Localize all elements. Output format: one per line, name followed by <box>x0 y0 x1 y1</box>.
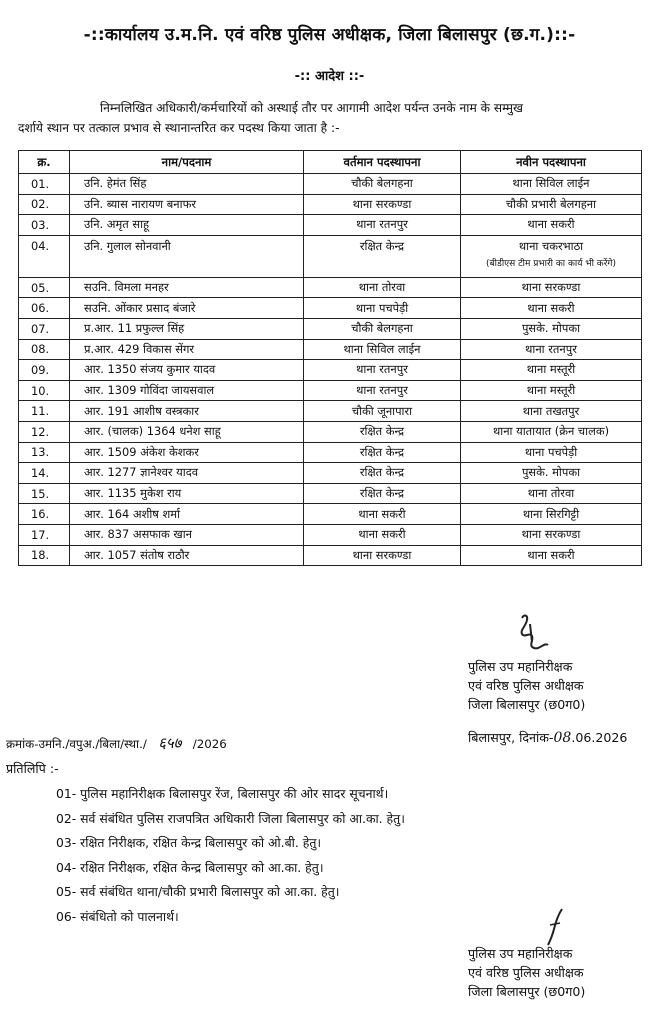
serial-cell-text: 02. <box>31 197 50 212</box>
table-row <box>19 463 642 484</box>
table-row <box>19 504 642 525</box>
intro-line-2: दर्शाये स्थान पर तत्काल प्रभाव से स्थानान्तरित कर पदस्थ किया जाता है :- <box>18 121 340 135</box>
name-cell-text: उनि. अमृत साहू <box>84 217 150 232</box>
current-posting-cell <box>304 194 461 215</box>
new-posting-cell-text: पुसके. मोपका <box>521 321 581 336</box>
current-posting-cell-text: थाना पचपेड़ी <box>355 300 409 315</box>
current-posting-cell-text: थाना रतनपुर <box>356 383 408 398</box>
reference-suffix: /2026 <box>192 737 227 751</box>
table-row <box>19 380 642 401</box>
name-cell-text: आर. 1350 संजय कुमार यादव <box>84 362 216 377</box>
signature-mark <box>510 612 555 654</box>
serial-cell-text: 01. <box>31 176 50 191</box>
table-row <box>19 174 642 195</box>
current-posting-cell-text: थाना सरकण्डा <box>352 196 412 211</box>
name-cell-text: आर. 164 अशीष शर्मा <box>84 506 181 521</box>
table-row <box>19 318 642 339</box>
name-cell <box>70 380 304 401</box>
new-posting-cell-text: थाना पचपेड़ी <box>524 444 578 459</box>
new-posting-cell <box>461 380 642 401</box>
new-posting-cell-text: थाना सकरी <box>527 547 575 562</box>
new-posting-cell-text: थाना चकरभाठा <box>518 238 584 253</box>
name-cell-text: आर. 1277 ज्ञानेश्वर यादव <box>84 465 199 480</box>
table-row <box>19 215 642 236</box>
name-cell-text: आर. (चालक) 1364 धनेश साहू <box>84 424 221 439</box>
copy-to-item: 06- संबंधितो को पालनार्थ। <box>56 908 179 924</box>
signatory-designation <box>468 657 585 714</box>
serial-cell-text: 16. <box>31 507 50 522</box>
serial-cell <box>19 524 70 545</box>
name-cell-text: आर. 837 असफाक खान <box>84 527 192 542</box>
serial-cell <box>19 360 70 381</box>
name-cell <box>70 318 304 339</box>
name-cell-text: उनि. ब्यास नारायण बनाफर <box>84 196 197 211</box>
new-posting-cell <box>461 360 642 381</box>
reference-number <box>6 733 227 753</box>
current-posting-cell-text: थाना रतनपुर <box>356 362 408 377</box>
name-cell-text: प्र.आर. 429 विकास सेंगर <box>84 341 195 356</box>
name-cell <box>70 215 304 236</box>
new-posting-cell <box>461 339 642 360</box>
table-row <box>19 524 642 545</box>
new-posting-cell <box>461 463 642 484</box>
table-row <box>19 401 642 422</box>
name-cell <box>70 174 304 195</box>
copy-to-list <box>56 782 405 929</box>
table-row <box>19 483 642 504</box>
current-posting-cell-text: रक्षित केन्द्र <box>359 424 405 439</box>
new-posting-cell <box>461 524 642 545</box>
serial-cell-text: 09. <box>31 362 50 377</box>
current-posting-cell-text: रक्षित केन्द्र <box>359 444 405 459</box>
serial-cell <box>19 504 70 525</box>
name-cell <box>70 483 304 504</box>
new-posting-cell <box>461 442 642 463</box>
current-posting-cell-text: रक्षित केन्द्र <box>359 486 405 501</box>
serial-cell-text: 15. <box>31 486 50 501</box>
new-posting-cell-text: थाना सकरी <box>527 217 575 232</box>
reference-handwritten-number: ६५७ <box>158 734 182 752</box>
table-row <box>19 277 642 298</box>
name-cell <box>70 339 304 360</box>
table-row <box>19 360 642 381</box>
serial-cell <box>19 463 70 484</box>
serial-cell <box>19 277 70 298</box>
name-cell-text: सउनि. विमला मनहर <box>84 280 169 295</box>
order-label: -:: आदेश ::- <box>294 69 365 84</box>
new-posting-cell <box>461 401 642 422</box>
current-posting-cell-text: रक्षित केन्द्र <box>359 238 405 253</box>
serial-cell <box>19 194 70 215</box>
current-posting-cell <box>304 483 461 504</box>
table-row <box>19 421 642 442</box>
table-row <box>19 442 642 463</box>
current-posting-cell <box>304 545 461 566</box>
current-posting-cell <box>304 215 461 236</box>
current-posting-cell <box>304 380 461 401</box>
current-posting-cell <box>304 504 461 525</box>
current-posting-cell <box>304 174 461 195</box>
name-cell <box>70 277 304 298</box>
new-posting-cell <box>461 545 642 566</box>
serial-cell-text: 05. <box>31 280 50 295</box>
current-posting-cell-text: थाना तोरवा <box>358 280 406 295</box>
name-cell-text: आर. 1309 गोविंदा जायसवाल <box>84 383 215 398</box>
signature-mark-2 <box>540 905 570 947</box>
new-posting-cell <box>461 235 642 277</box>
name-cell <box>70 504 304 525</box>
serial-cell <box>19 380 70 401</box>
new-posting-cell-text: चौकी प्रभारी बेलगहना <box>505 196 597 211</box>
office-title: -::कार्यालय उ.म.नि. एवं वरिष्ठ पुलिस अधीक्षक, जिला बिलासपुर (छ.ग.)::- <box>83 25 576 45</box>
current-posting-cell-text: थाना रतनपुर <box>356 217 408 232</box>
serial-cell <box>19 401 70 422</box>
col-header-name: नाम/पदनाम <box>70 151 304 174</box>
table-row <box>19 194 642 215</box>
new-posting-cell-text: थाना मस्तूरी <box>526 362 576 377</box>
col-header-current-posting: वर्तमान पदस्थापना <box>304 151 461 174</box>
serial-cell <box>19 339 70 360</box>
new-posting-cell <box>461 298 642 319</box>
name-cell-text: उनि. हेमंत सिंह <box>84 176 147 191</box>
col-header-serial: क्र. <box>19 151 70 174</box>
current-posting-cell-text: थाना सकरी <box>358 527 406 542</box>
intro-line-1: निम्नलिखित अधिकारी/कर्मचारियों को अस्थाई तौर पर आगामी आदेश पर्यन्त उनके नाम के सम्मुख <box>100 101 523 115</box>
name-cell-text: सउनि. ओंकार प्रसाद बंजारे <box>84 300 196 315</box>
copy-to-item: 02- सर्व संबंधित पुलिस राजपत्रित अधिकारी जिला बिलासपुर को आ.का. हेतु। <box>56 810 405 826</box>
new-posting-cell-text: थाना यातायात (क्रेन चालक) <box>492 424 610 439</box>
name-cell-text: आर. 191 आशीष वस्त्रकार <box>84 403 199 418</box>
serial-cell-text: 08. <box>31 342 50 357</box>
name-cell <box>70 545 304 566</box>
date-rest: .06.2026 <box>571 730 628 745</box>
serial-cell-text: 17. <box>31 527 50 542</box>
signatory-line-2: एवं वरिष्ठ पुलिस अधीक्षक <box>468 678 584 693</box>
copy-to-item: 01- पुलिस महानिरीक्षक बिलासपुर रेंज, बिलासपुर की ओर सादर सूचनार्थ। <box>56 786 389 801</box>
serial-cell-text: 03. <box>31 217 50 232</box>
serial-cell <box>19 174 70 195</box>
name-cell-text: उनि. गुलाल सोनवानी <box>84 238 171 253</box>
new-posting-cell <box>461 318 642 339</box>
serial-cell-text: 14. <box>31 465 50 480</box>
table-row <box>19 545 642 566</box>
new-posting-cell-text: थाना रतनपुर <box>525 341 577 356</box>
current-posting-cell <box>304 298 461 319</box>
serial-cell <box>19 545 70 566</box>
serial-cell-text: 13. <box>31 445 50 460</box>
name-cell <box>70 194 304 215</box>
current-posting-cell <box>304 360 461 381</box>
new-posting-cell <box>461 504 642 525</box>
new-posting-cell-text: थाना तखतपुर <box>522 403 580 418</box>
serial-cell-text: 10. <box>31 383 50 398</box>
serial-cell-text: 04. <box>31 238 50 253</box>
name-cell-text: आर. 1057 संतोष राठौर <box>84 547 190 562</box>
new-posting-cell-text: थाना सरकण्डा <box>521 280 581 295</box>
table-row <box>19 339 642 360</box>
posting-note: (बीडीएस टीम प्रभारी का कार्य भी करेंगे) <box>486 258 616 269</box>
serial-cell <box>19 215 70 236</box>
transfer-table <box>18 150 642 566</box>
current-posting-cell <box>304 339 461 360</box>
copy-to-item: 05- सर्व संबंधित थाना/चौकी प्रभारी बिलासपुर को आ.का. हेतु। <box>56 884 340 899</box>
current-posting-cell-text: चौकी जूनापारा <box>351 403 413 418</box>
copy-to-item: 03- रक्षित निरीक्षक, रक्षित केन्द्र बिलासपुर को ओ.बी. हेतु। <box>56 835 322 850</box>
current-posting-cell <box>304 318 461 339</box>
new-posting-cell-text: थाना सरकण्डा <box>521 527 581 542</box>
order-intro <box>18 98 646 138</box>
serial-cell-text: 18. <box>31 548 50 563</box>
copy-to-item: 04- रक्षित निरीक्षक, रक्षित केन्द्र बिलासपुर को आ.का. हेतु। <box>56 859 324 875</box>
signatory2-line-1: पुलिस उप महानिरीक्षक <box>468 946 573 961</box>
serial-cell <box>19 421 70 442</box>
name-cell <box>70 401 304 422</box>
current-posting-cell <box>304 277 461 298</box>
current-posting-cell <box>304 421 461 442</box>
name-cell <box>70 235 304 277</box>
new-posting-cell-text: थाना सिरगिट्टी <box>522 506 580 521</box>
serial-cell <box>19 298 70 319</box>
serial-cell-text: 07. <box>31 321 50 336</box>
new-posting-cell-text: थाना सिविल लाईन <box>512 176 590 191</box>
name-cell-text: आर. 1135 मुकेश राय <box>84 486 182 501</box>
name-cell <box>70 524 304 545</box>
name-cell <box>70 442 304 463</box>
new-posting-cell-text: थाना सकरी <box>527 300 575 315</box>
serial-cell <box>19 483 70 504</box>
current-posting-cell <box>304 463 461 484</box>
table-row <box>19 298 642 319</box>
order-date <box>468 729 627 746</box>
new-posting-cell <box>461 174 642 195</box>
current-posting-cell <box>304 524 461 545</box>
new-posting-cell <box>461 194 642 215</box>
serial-cell <box>19 318 70 339</box>
name-cell <box>70 360 304 381</box>
signatory2-line-2: एवं वरिष्ठ पुलिस अधीक्षक <box>468 965 584 980</box>
current-posting-cell-text: थाना सरकण्डा <box>352 547 412 562</box>
current-posting-cell <box>304 401 461 422</box>
signatory2-line-3: जिला बिलासपुर (छ0ग0) <box>468 984 586 999</box>
table-header-row <box>19 151 642 174</box>
current-posting-cell-text: थाना सकरी <box>358 506 406 521</box>
name-cell-text: प्र.आर. 11 प्रफुल्ल सिंह <box>84 321 185 336</box>
signatory-designation-2 <box>468 944 585 1001</box>
current-posting-cell-text: रक्षित केन्द्र <box>359 465 405 480</box>
current-posting-cell-text: चौकी बेलगहना <box>351 321 413 336</box>
new-posting-cell-text: पुसके. मोपका <box>521 465 581 480</box>
signatory-line-1: पुलिस उप महानिरीक्षक <box>468 659 573 674</box>
name-cell <box>70 298 304 319</box>
new-posting-cell <box>461 483 642 504</box>
serial-cell <box>19 442 70 463</box>
serial-cell-text: 11. <box>31 404 50 419</box>
copy-to-label: प्रतिलिपि :- <box>6 761 59 776</box>
new-posting-cell <box>461 215 642 236</box>
reference-prefix: क्रमांक-उमनि./वपुअ./बिला/स्था./ <box>6 737 147 751</box>
new-posting-cell-text: थाना तोरवा <box>527 486 575 501</box>
name-cell <box>70 421 304 442</box>
serial-cell-text: 12. <box>31 424 50 439</box>
name-cell-text: आर. 1509 अंकेश केशकर <box>84 444 199 459</box>
serial-cell <box>19 235 70 277</box>
new-posting-cell <box>461 421 642 442</box>
current-posting-cell-text: चौकी बेलगहना <box>351 176 413 191</box>
current-posting-cell <box>304 442 461 463</box>
date-prefix: बिलासपुर, दिनांक- <box>468 730 554 745</box>
new-posting-cell <box>461 277 642 298</box>
signatory-line-3: जिला बिलासपुर (छ0ग0) <box>468 697 586 712</box>
date-day-handwritten: 08 <box>553 730 572 746</box>
table-row <box>19 235 642 277</box>
new-posting-cell-text: थाना मस्तूरी <box>526 383 576 398</box>
current-posting-cell <box>304 235 461 277</box>
name-cell <box>70 463 304 484</box>
current-posting-cell-text: थाना सिविल लाईन <box>343 341 421 356</box>
col-header-new-posting: नवीन पदस्थापना <box>461 151 642 174</box>
serial-cell-text: 06. <box>31 301 50 316</box>
